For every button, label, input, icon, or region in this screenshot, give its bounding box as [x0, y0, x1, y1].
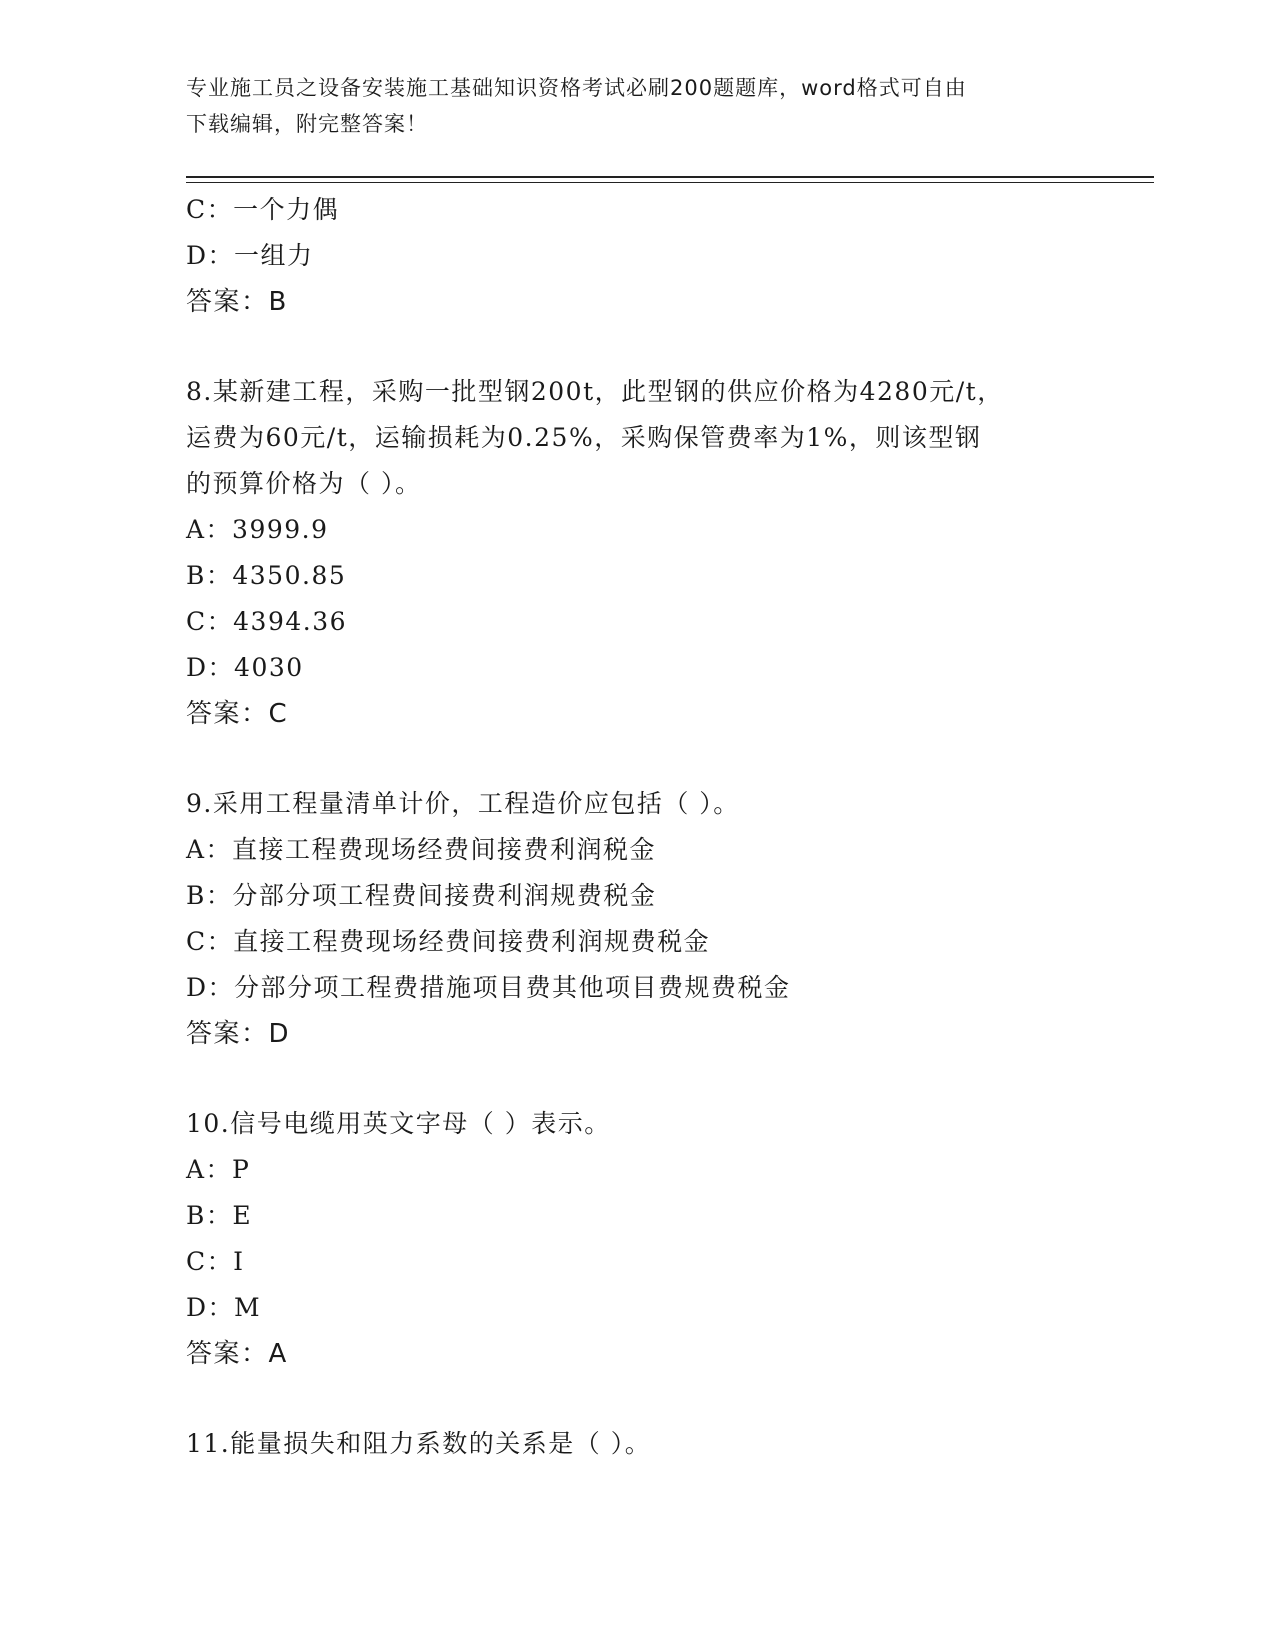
question-text-line: 运费为60元/t，运输损耗为0.25%，采购保管费率为1%，则该型钢: [186, 423, 982, 452]
question-gap: [186, 737, 1066, 781]
option-a: A：直接工程费现场经费间接费利润税金: [186, 835, 657, 864]
document-header: [186, 70, 1066, 142]
answer-line: 答案：B: [186, 287, 288, 317]
question-text-line: 8.某新建工程，采购一批型钢200t，此型钢的供应价格为4280元/t，: [186, 377, 1004, 406]
question-8: [186, 369, 1066, 737]
header-divider-thin: [186, 182, 1154, 183]
header-title-line-1: 专业施工员之设备安装施工基础知识资格考试必刷200题题库，word格式可自由: [186, 76, 967, 100]
option-b: B：4350.85: [186, 561, 347, 590]
option-c: C：I: [186, 1247, 245, 1276]
question-text-line: 的预算价格为（ ）。: [186, 469, 422, 498]
answer-line: 答案：C: [186, 699, 289, 729]
question-text-line: 9.采用工程量清单计价，工程造价应包括（ ）。: [186, 789, 740, 818]
option-b: B：E: [186, 1201, 253, 1230]
document-body: [186, 187, 1066, 1467]
question-gap: [186, 325, 1066, 369]
question-text-line: 11.能量损失和阻力系数的关系是（ ）。: [186, 1429, 652, 1458]
option-b: B：分部分项工程费间接费利润规费税金: [186, 881, 657, 910]
previous-question-tail: [186, 187, 1066, 325]
question-9: [186, 781, 1066, 1057]
option-d: D：4030: [186, 653, 304, 682]
option-d: D：一组力: [186, 241, 314, 270]
header-divider-thick: [186, 176, 1154, 178]
option-a: A：P: [186, 1155, 251, 1184]
answer-line: 答案：A: [186, 1339, 288, 1369]
question-10: [186, 1101, 1066, 1377]
option-c: C：一个力偶: [186, 195, 340, 224]
header-title-line-2: 下载编辑，附完整答案！: [186, 112, 428, 136]
answer-line: 答案：D: [186, 1019, 291, 1049]
option-d: D：M: [186, 1293, 262, 1322]
question-text-line: 10.信号电缆用英文字母（ ）表示。: [186, 1109, 611, 1138]
option-c: C：直接工程费现场经费间接费利润规费税金: [186, 927, 711, 956]
option-a: A：3999.9: [186, 515, 329, 544]
question-gap: [186, 1057, 1066, 1101]
question-gap: [186, 1377, 1066, 1421]
question-11: [186, 1421, 1066, 1467]
option-d: D：分部分项工程费措施项目费其他项目费规费税金: [186, 973, 791, 1002]
option-c: C：4394.36: [186, 607, 348, 636]
